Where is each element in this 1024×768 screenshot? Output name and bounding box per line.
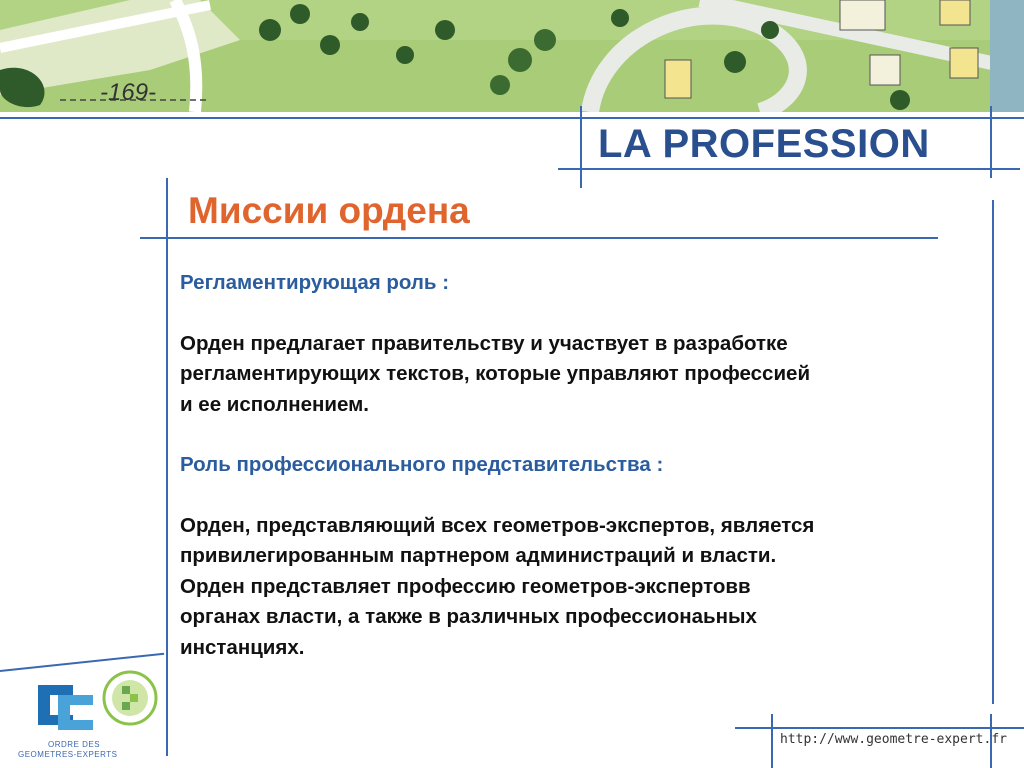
section-rule-right <box>990 106 992 178</box>
section-rule-left <box>580 106 582 188</box>
geometres-logo-icon <box>18 660 168 740</box>
page-title: Миссии ордена <box>188 190 470 231</box>
block-heading: Регламентирующая роль : <box>180 271 450 294</box>
website-link[interactable]: http://www.geometre-expert.fr <box>780 732 1007 747</box>
block-text: Орден предлагает правительству и участвует в разработке регламентирующих текстов, которые управляют профессией и ее исполнением. <box>180 331 811 416</box>
footer-rule <box>735 727 1024 729</box>
ordre-geometres-logo <box>18 660 168 760</box>
block-text: Орден, представляющий всех геометров-экспертов, является привилегированным партнером администраций и власти. Орден представляет профессию геометров-экспертовв органах власти, а также в различных профессионаьных инстанциях. <box>180 513 815 659</box>
logo-line-2: GEOMETRES-EXPERTS <box>18 750 118 759</box>
map-parcel-label: -169- <box>100 79 157 106</box>
slide-body <box>180 268 980 663</box>
logo-line-1: ORDRE DES <box>48 740 101 749</box>
section-title: LA PROFESSION <box>598 122 930 166</box>
section-rule <box>558 168 1020 170</box>
block-heading: Роль профессионального представительства : <box>180 453 664 476</box>
header-map-illustration <box>0 0 1024 112</box>
footer-rule-left <box>771 714 773 768</box>
title-rule <box>140 237 938 239</box>
header-rule <box>0 117 1024 119</box>
content-rule-right <box>992 200 994 704</box>
